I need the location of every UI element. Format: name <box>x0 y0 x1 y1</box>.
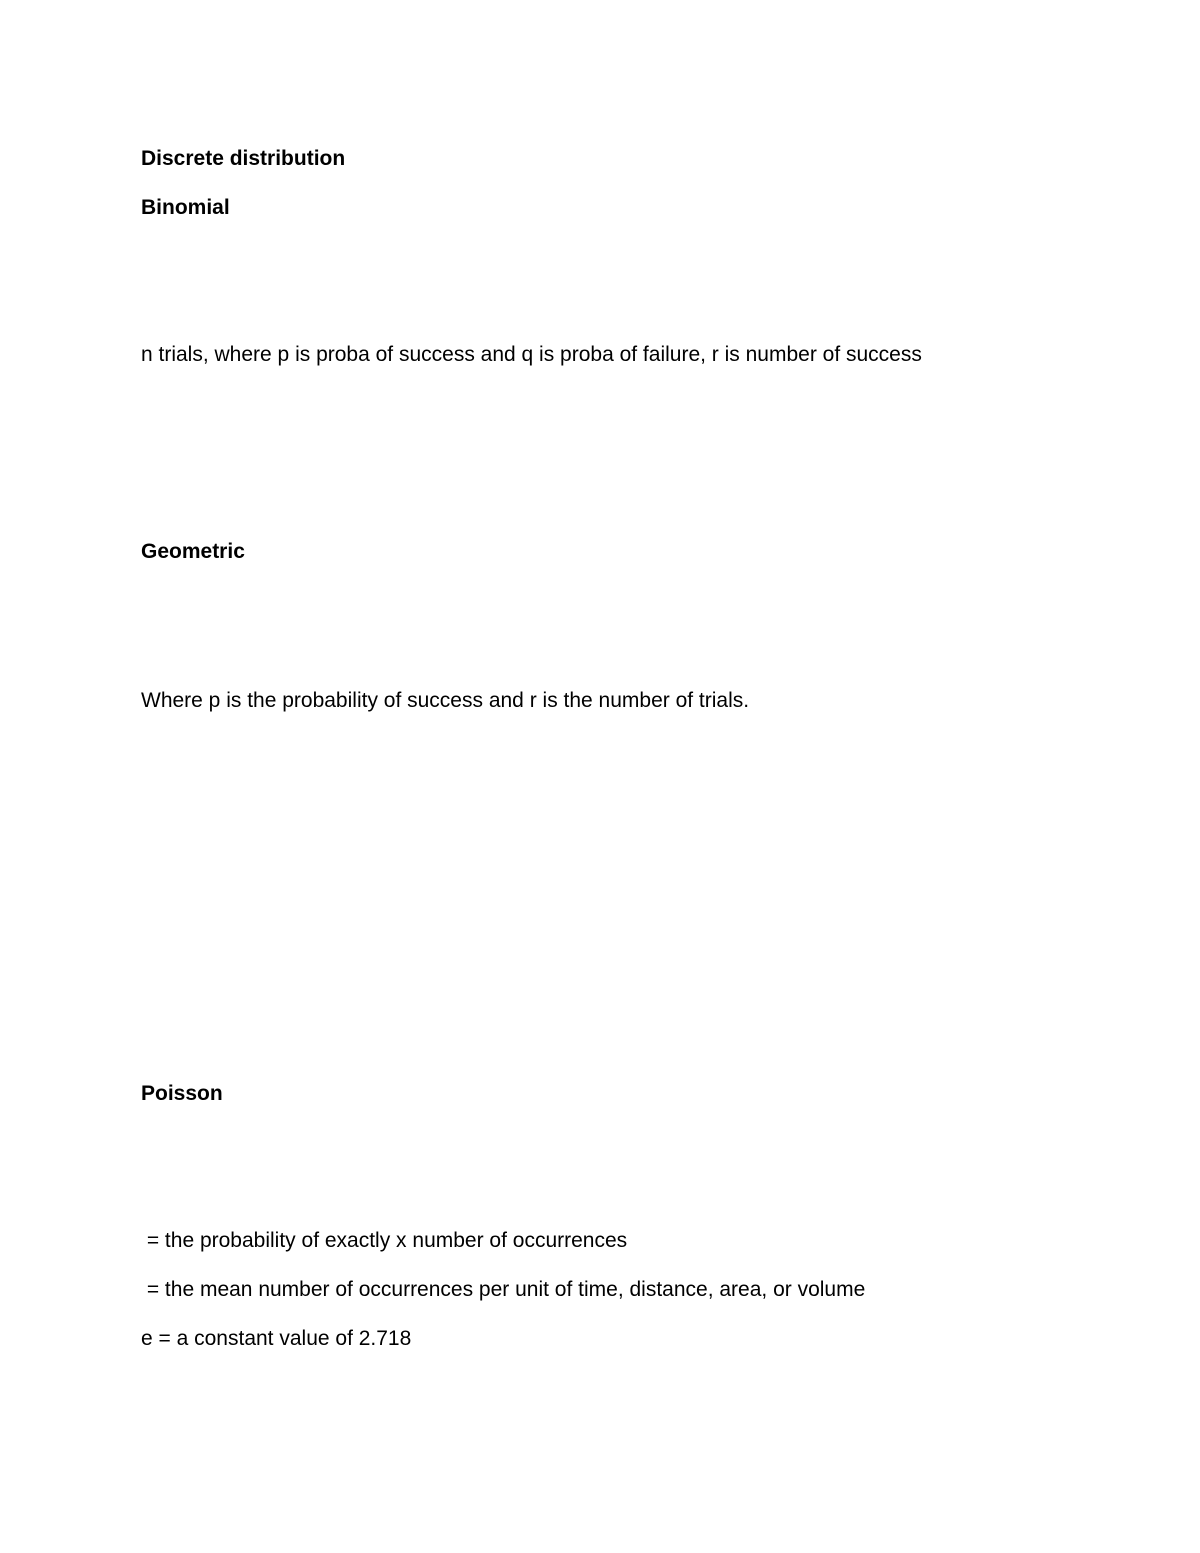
heading-discrete-distribution: Discrete distribution <box>141 147 346 170</box>
poisson-definition-constant-e: e = a constant value of 2.718 <box>141 1327 412 1350</box>
heading-geometric: Geometric <box>141 540 245 563</box>
heading-binomial: Binomial <box>141 196 230 219</box>
binomial-description: n trials, where p is proba of success and q is proba of failure, r is number of success <box>141 343 922 366</box>
poisson-definition-probability: = the probability of exactly x number of occurrences <box>141 1229 628 1252</box>
poisson-definition-mean: = the mean number of occurrences per unit of time, distance, area, or volume <box>141 1278 866 1301</box>
geometric-description: Where p is the probability of success and r is the number of trials. <box>141 689 750 712</box>
heading-poisson: Poisson <box>141 1082 223 1105</box>
